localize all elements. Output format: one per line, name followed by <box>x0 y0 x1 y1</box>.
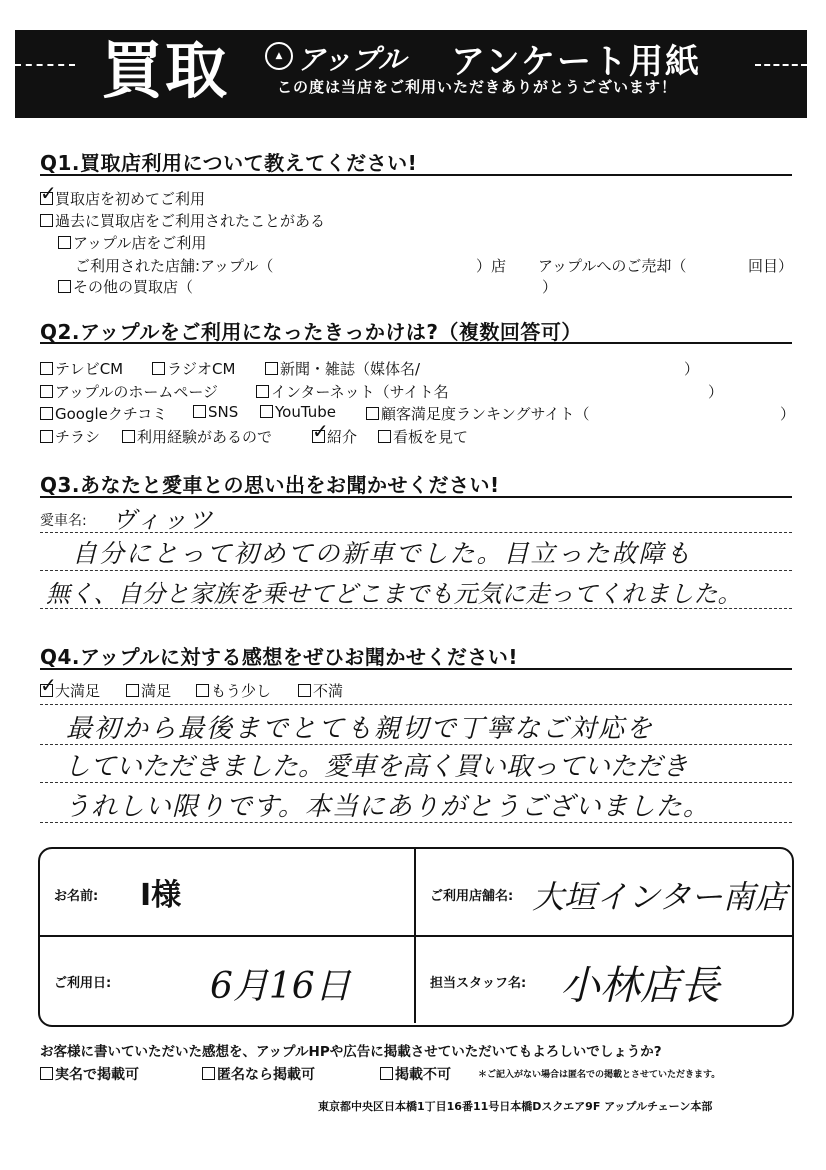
q4-underline <box>40 668 792 670</box>
header-title: アンケート用紙 <box>451 42 701 82</box>
q3-underline <box>40 496 792 498</box>
logo-icon: ▲ <box>265 42 293 70</box>
checkbox-icon[interactable] <box>193 405 206 418</box>
checkbox-checked-icon[interactable] <box>40 684 53 697</box>
checkbox-icon[interactable] <box>298 684 311 697</box>
q4-option-somewhat[interactable]: もう少し <box>196 680 271 701</box>
q4-answer-line-1: 最初から最後までとても親切で丁寧なご対応を <box>66 714 655 744</box>
checkbox-icon[interactable] <box>152 362 165 375</box>
q4-heading: Q4.アップルに対する感想をぜひお聞かせください! <box>40 645 518 669</box>
staff-label: 担当スタッフ名: <box>430 976 527 991</box>
q4-answer-line-3: うれしい限りです。本当にありがとうございました。 <box>64 792 710 822</box>
q4-option-satisfied[interactable]: 満足 <box>126 680 171 701</box>
q2-option-flyer[interactable]: チラシ <box>40 426 100 447</box>
checkbox-icon[interactable] <box>256 385 269 398</box>
q2-option-newspaper[interactable]: 新聞・雑誌（媒体名/ <box>265 358 420 379</box>
name-value[interactable]: I様 <box>140 878 182 913</box>
checkbox-icon[interactable] <box>366 407 379 420</box>
q2-heading: Q2.アップルをご利用になったきっかけは?（複数回答可） <box>40 320 582 344</box>
checkbox-icon[interactable] <box>40 430 53 443</box>
q2-option-radio[interactable]: ラジオCM <box>152 358 235 379</box>
checkbox-checked-icon[interactable] <box>312 430 325 443</box>
q4-rule-4 <box>40 822 792 823</box>
checkbox-icon[interactable] <box>58 280 71 293</box>
q1-store-label: ご利用された店舗:アップル（ <box>75 257 274 275</box>
name-label: お名前: <box>54 889 99 904</box>
publish-option-anonymous[interactable]: 匿名なら掲載可 <box>202 1064 315 1084</box>
q4-option-dissatisfied[interactable]: 不満 <box>298 680 343 701</box>
info-box-horizontal-divider <box>40 935 792 937</box>
q2-option-experience[interactable]: 利用経験があるので <box>122 426 272 447</box>
footer-address: 東京都中央区日本橋1丁目16番11号日本橋Dスクエア9F アップルチェーン本部 <box>318 1100 713 1113</box>
q1-option-past[interactable]: 過去に買取店をご利用されたことがある <box>40 210 325 231</box>
date-value[interactable]: 6月16日 <box>210 966 351 1007</box>
q1-sales-suffix: 回目） <box>748 257 794 275</box>
q3-rule-2 <box>40 570 792 571</box>
checkbox-icon[interactable] <box>40 1067 53 1080</box>
publish-question: お客様に書いていただいた感想を、アップルHPや広告に掲載させていただいてもよろしいでしょうか? <box>40 1044 662 1060</box>
header-dash-left <box>15 64 75 66</box>
q1-other-close: ） <box>542 278 558 296</box>
q3-answer-line-2: 無く、自分と家族を乗せてどこまでも元気に走ってくれました。 <box>46 580 742 608</box>
publish-option-real-name[interactable]: 実名で掲載可 <box>40 1064 139 1084</box>
checkbox-checked-icon[interactable] <box>40 192 53 205</box>
q2-option-signboard[interactable]: 看板を見て <box>378 426 468 447</box>
q4-rule-1 <box>40 704 792 705</box>
q2-option-referral[interactable]: ✓ 紹介 <box>312 426 357 447</box>
date-label: ご利用日: <box>54 976 112 991</box>
checkbox-icon[interactable] <box>202 1067 215 1080</box>
q3-car-label: 愛車名: <box>40 513 87 529</box>
q3-car-name: ヴィッツ <box>112 506 215 534</box>
q1-store-suffix: ）店 <box>476 257 507 275</box>
q2-option-sns[interactable]: SNS <box>193 403 238 421</box>
header-dash-right <box>755 64 807 66</box>
q2-option-internet[interactable]: インターネット（サイト名 <box>256 381 449 402</box>
q3-rule-3 <box>40 608 792 609</box>
q4-rule-2 <box>40 744 792 745</box>
checkbox-icon[interactable] <box>265 362 278 375</box>
q2-option-tv[interactable]: テレビCM <box>40 358 123 379</box>
header-subtitle: この度は当店をご利用いただきありがとうございます！ <box>277 78 678 96</box>
checkbox-icon[interactable] <box>40 385 53 398</box>
checkbox-icon[interactable] <box>380 1067 393 1080</box>
publish-note: ＊ご記入がない場合は匿名での掲載とさせていただきます。 <box>478 1070 721 1080</box>
q4-rule-3 <box>40 782 792 783</box>
staff-value[interactable]: 小林店長 <box>560 963 720 1009</box>
checkbox-icon[interactable] <box>40 407 53 420</box>
q2-option-google[interactable]: Googleクチコミ <box>40 403 167 424</box>
header-logo-text: アップル <box>297 43 406 76</box>
q2-option-ranking[interactable]: 顧客満足度ランキングサイト（ <box>366 403 590 424</box>
checkbox-icon[interactable] <box>58 236 71 249</box>
q2-underline <box>40 342 792 344</box>
q1-option-first[interactable]: ✓買取店を初めてご利用 <box>40 188 205 209</box>
q1-option-apple[interactable]: アップル店をご利用 <box>58 232 206 253</box>
q2-row3-close: ） <box>780 405 796 423</box>
q4-option-very-satisfied[interactable]: ✓大満足 <box>40 680 100 701</box>
store-label: ご利用店舗名: <box>430 889 514 904</box>
checkbox-icon[interactable] <box>40 214 53 227</box>
header-big-title: 買取 <box>101 34 230 107</box>
checkbox-icon[interactable] <box>40 362 53 375</box>
q3-heading: Q3.あなたと愛車との思い出をお聞かせください! <box>40 473 500 497</box>
checkbox-icon[interactable] <box>378 430 391 443</box>
checkbox-icon[interactable] <box>196 684 209 697</box>
q2-row2-close: ） <box>708 383 724 401</box>
q2-option-homepage[interactable]: アップルのホームページ <box>40 381 218 402</box>
checkbox-icon[interactable] <box>122 430 135 443</box>
q3-answer-line-1: 自分にとって初めての新車でした。目立った故障も <box>72 539 693 568</box>
publish-option-decline[interactable]: 掲載不可 <box>380 1064 451 1084</box>
q1-option-other[interactable]: その他の買取店（ <box>58 276 193 297</box>
checkbox-icon[interactable] <box>126 684 139 697</box>
q1-sales-label: アップルへのご売却（ <box>538 257 687 275</box>
q3-rule-1 <box>40 532 792 533</box>
checkbox-icon[interactable] <box>260 405 273 418</box>
q4-answer-line-2: していただきました。愛車を高く買い取っていただき <box>64 752 689 782</box>
q1-heading: Q1.買取店利用について教えてください! <box>40 151 418 175</box>
q2-option-youtube[interactable]: YouTube <box>260 403 336 421</box>
header-banner <box>15 30 807 118</box>
q2-row1-close: ） <box>684 360 700 378</box>
store-value[interactable]: 大垣インター南店 <box>532 878 787 916</box>
q1-underline <box>40 174 792 176</box>
